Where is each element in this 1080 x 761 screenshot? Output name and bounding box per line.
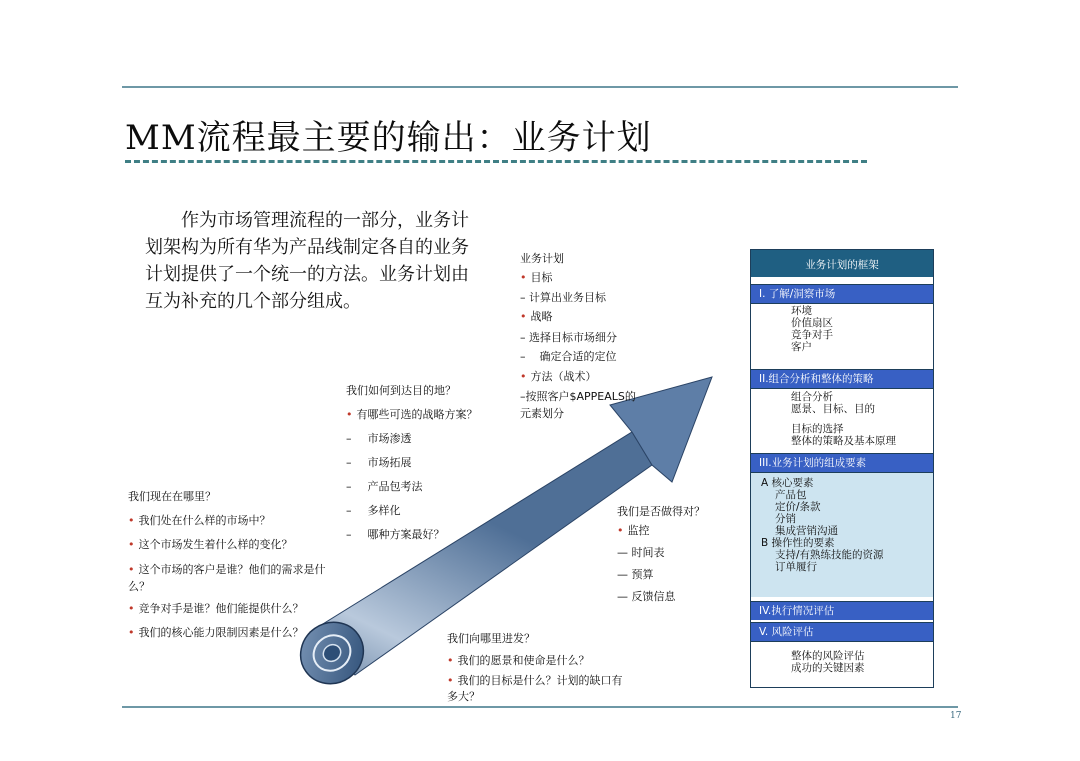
biz-plan-heading: 业务计划	[520, 252, 564, 265]
where-go-block	[447, 630, 623, 705]
biz-plan-line: –按照客户$APPEALS的	[520, 390, 636, 403]
framework-item: 定价/条款	[775, 501, 821, 513]
framework-item: 整体的策略及基本原理	[791, 435, 896, 447]
biz-plan-line-text: 选择目标市场细分	[529, 331, 617, 344]
intro-text: 作为市场管理流程的一部分，业务计划架构为所有华为产品线制定各自的业务计划提供了一个统一的方法。业务计划由互为补充的几个部分组成。	[145, 210, 469, 312]
how-reach-item: – 多样化	[346, 499, 478, 523]
where-now-block	[128, 488, 328, 645]
framework-item: 支持/有熟练技能的资源	[775, 549, 884, 561]
top-rule	[122, 86, 958, 88]
where-go-heading: 我们向哪里进发？	[447, 632, 535, 645]
how-reach-item: – 市场渗透	[346, 427, 478, 451]
framework-item: 组合分析	[791, 391, 833, 403]
where-now-item: • 我们的核心能力限制因素是什么？	[128, 621, 328, 645]
where-now-heading: 我们现在在哪里？	[128, 490, 216, 503]
doing-right-item: — 时间表	[617, 546, 665, 559]
doing-right-item-text: 时间表	[631, 546, 665, 559]
biz-plan-line: – 选择目标市场细分	[520, 331, 617, 344]
doing-right-block	[617, 503, 705, 608]
framework-item: 成功的关键因素	[791, 662, 865, 674]
where-now-item: • 这个市场的客户是谁？他们的需求是什么？	[128, 561, 328, 595]
biz-plan-line-text: 计算出业务目标	[529, 291, 606, 304]
biz-plan-line: – 计算出业务目标	[520, 291, 606, 304]
framework-item: 产品包	[775, 489, 807, 501]
framework-subheading: B 操作性的要素	[761, 537, 835, 549]
framework-item: 订单履行	[775, 561, 817, 573]
biz-plan-line: • 目标	[520, 267, 636, 289]
framework-item: 竞争对手	[791, 329, 833, 341]
title-dashed-rule	[125, 160, 867, 163]
where-go-item: • 我们的愿景和使命是什么？	[447, 651, 623, 671]
framework-section-1-body	[751, 303, 933, 369]
how-reach-bullet: • 有哪些可选的战略方案？	[346, 403, 478, 427]
framework-item: 客户	[791, 341, 812, 353]
biz-plan-line: • 战略	[520, 306, 636, 328]
framework-section-2-title: II.组合分析和整体的策略	[751, 369, 933, 388]
biz-plan-line-text: 按照客户$APPEALS的	[525, 390, 636, 403]
how-reach-block	[346, 382, 478, 547]
biz-plan-block	[520, 250, 636, 422]
doing-right-item: — 反馈信息	[617, 590, 676, 603]
where-now-item: • 竞争对手是谁？他们能提供什么？	[128, 597, 328, 621]
how-reach-item: – 产品包考法	[346, 475, 478, 499]
framework-item: 分销	[775, 513, 796, 525]
framework-item: 愿景、目标、目的	[791, 403, 875, 415]
framework-panel	[750, 249, 934, 688]
biz-plan-line: • 方法（战术）	[520, 366, 636, 388]
framework-header: 业务计划的框架	[751, 250, 933, 277]
framework-section-2-body	[751, 388, 933, 453]
doing-right-heading: 我们是否做得对？	[617, 505, 705, 518]
doing-right-item-text: 预算	[631, 568, 654, 581]
framework-section-3-body	[751, 472, 933, 597]
biz-plan-line: – 确定合适的定位	[520, 350, 617, 363]
page-title: MM流程最主要的输出：业务计划	[125, 118, 652, 158]
where-go-item: • 我们的目标是什么？计划的缺口有多大？	[447, 673, 623, 705]
framework-section-1-title: I. 了解/洞察市场	[751, 284, 933, 303]
how-reach-item: – 市场拓展	[346, 451, 478, 475]
framework-item: 集成营销沟通	[775, 525, 838, 537]
doing-right-bullet: • 监控	[617, 520, 705, 542]
framework-item: 目标的选择	[791, 423, 844, 435]
framework-item: 环境	[791, 305, 812, 317]
doing-right-item-text: 反馈信息	[631, 590, 676, 603]
biz-plan-line: 元素划分	[520, 407, 564, 420]
doing-right-item: — 预算	[617, 568, 654, 581]
how-reach-item: – 哪种方案最好？	[346, 523, 478, 547]
framework-section-5-title: V. 风险评估	[751, 622, 933, 641]
page-number: 17	[950, 711, 962, 721]
biz-plan-line-text: 确定合适的定位	[539, 350, 617, 363]
intro-paragraph	[145, 207, 475, 315]
framework-section-5-body	[751, 641, 933, 684]
how-reach-heading: 我们如何到达目的地？	[346, 384, 456, 397]
framework-section-4-title: IV.执行情况评估	[751, 601, 933, 620]
framework-subheading: A 核心要素	[761, 477, 814, 489]
framework-item: 价值扇区	[791, 317, 833, 329]
bottom-rule	[122, 706, 958, 708]
where-now-item: • 这个市场发生着什么样的变化？	[128, 533, 328, 557]
where-now-item: • 我们处在什么样的市场中？	[128, 509, 328, 533]
framework-section-3-title: III.业务计划的组成要素	[751, 453, 933, 472]
framework-item: 整体的风险评估	[791, 650, 865, 662]
